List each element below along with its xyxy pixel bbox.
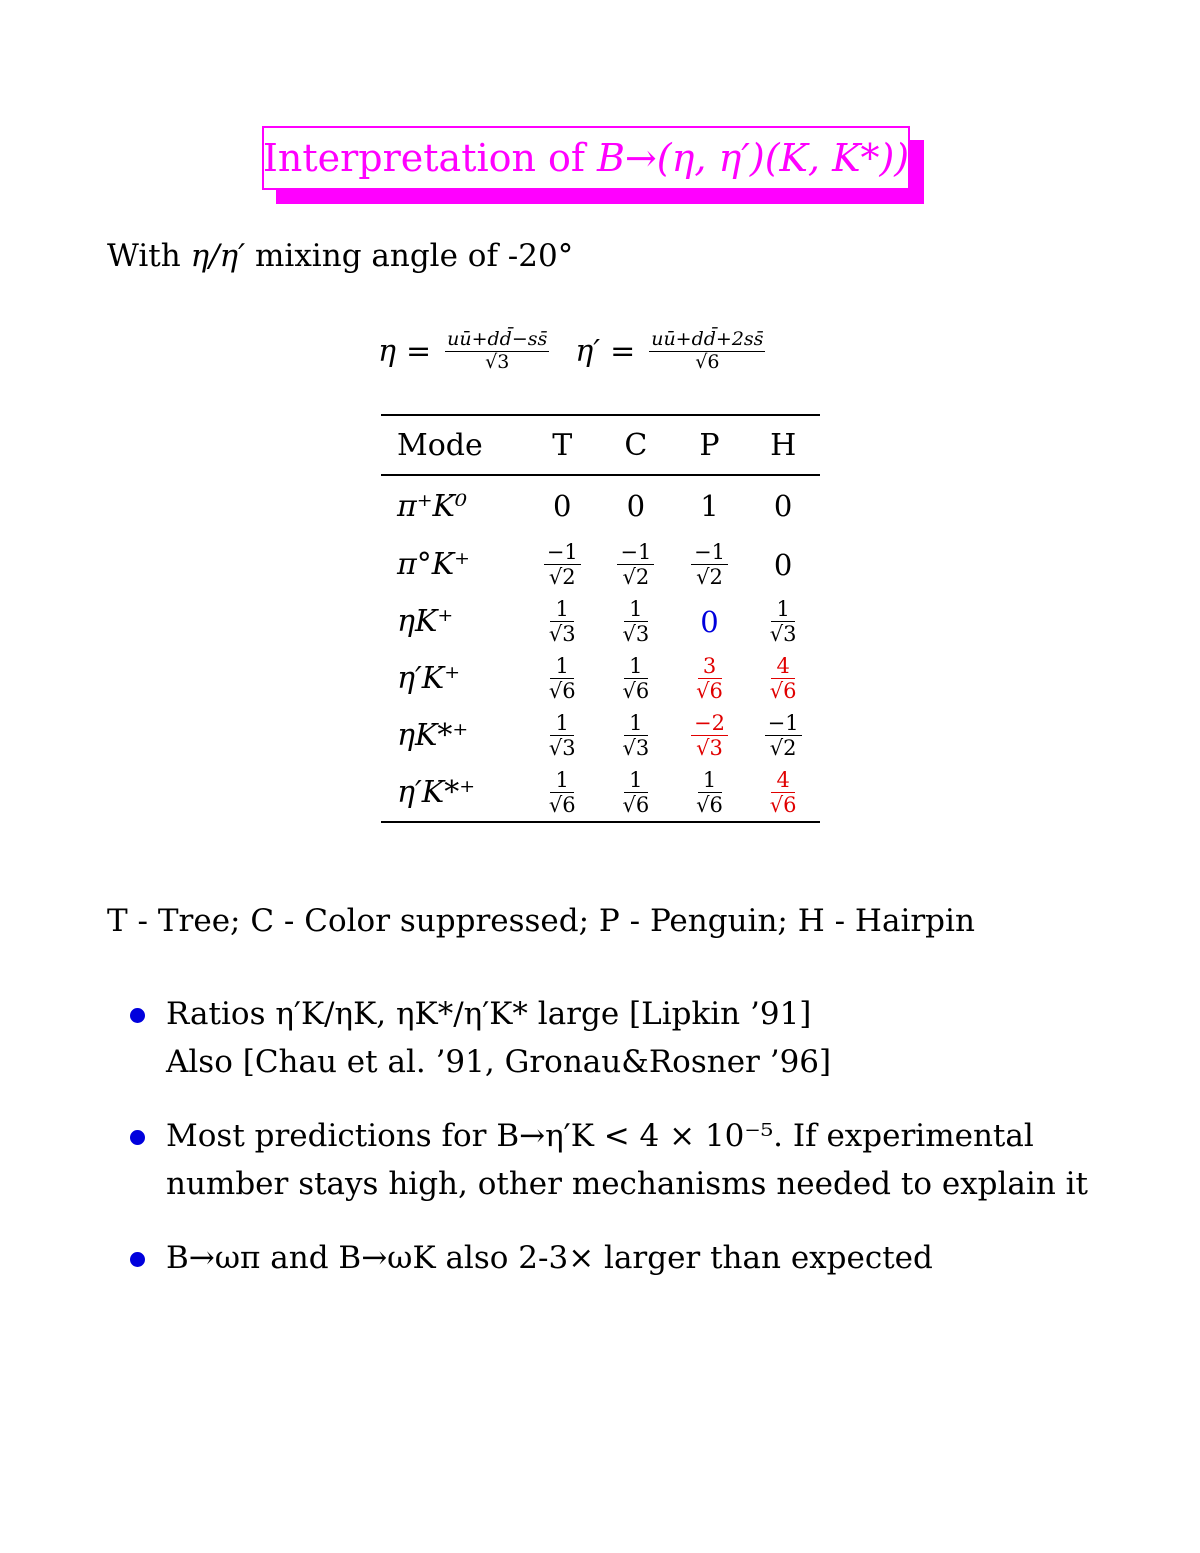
fraction-denominator: √2 [548,565,576,589]
fraction-numerator: −1 [765,712,802,736]
fraction-denominator: √6 [548,679,576,703]
value-cell [746,655,820,702]
bullet-item [130,990,831,1086]
fraction-denominator: √3 [548,622,576,646]
fraction-denominator: √6 [548,793,576,817]
title-text: Interpretation of [262,136,585,180]
mixing-math: η/η′ [190,238,246,274]
cell-fraction [696,769,723,816]
fraction-denominator: √3 [548,736,576,760]
value-cell [746,548,820,582]
cell-fraction [691,541,728,588]
eta-prime-fraction [649,330,765,373]
eta-prime-lhs: η′ [575,333,601,369]
table-header-row [381,416,820,474]
value-cell [599,655,673,702]
cell-fraction [549,598,576,645]
value-cell [673,489,747,523]
mode-cell: η′K⁺ [397,661,461,696]
fraction-denominator: √3 [622,622,650,646]
table-body [381,476,820,821]
bullet-dot-icon [130,1130,145,1145]
value-cell [599,541,673,588]
mode-cell: π⁺K⁰ [397,488,467,524]
value-cell [746,712,820,759]
fraction-numerator: 1 [550,712,574,736]
fraction-denominator: √2 [696,565,723,589]
value-cell [599,712,673,759]
mode-cell: ηK⁺ [397,604,454,639]
header-c: C [624,427,648,463]
eta-denominator: √3 [485,350,510,373]
fraction-denominator: √6 [769,679,797,703]
mixing-prefix: With [107,238,181,274]
value-cell [746,769,820,816]
eta-numerator: uū+dd̄−ss̄ [447,328,548,350]
header-t: T [552,427,573,463]
cell-fraction [770,769,797,816]
value-cell [746,598,820,645]
cell-value: 0 [773,489,793,523]
cell-fraction [691,712,728,759]
table-bottom-rule [381,821,820,823]
table-row [381,650,820,707]
fraction-numerator: 4 [771,769,795,793]
fraction-numerator: 1 [624,769,648,793]
eta-prime-denominator: √6 [695,350,720,373]
bullet-item [130,1112,1088,1208]
value-cell [525,541,599,588]
fraction-numerator: 1 [698,769,722,793]
fraction-numerator: 1 [624,598,648,622]
fraction-numerator: 1 [550,769,574,793]
value-cell [673,712,747,759]
cell-fraction [622,598,649,645]
bullet-line: B→ωπ and B→ωK also 2-3× larger than expected [166,1240,933,1276]
cell-value: 1 [700,489,719,523]
value-cell [525,598,599,645]
cell-fraction [622,712,649,759]
value-cell [599,489,673,523]
mode-cell: ηK*⁺ [397,718,469,753]
cell-value: 0 [773,547,793,582]
cell-fraction [617,541,654,588]
fraction-denominator: √3 [769,622,797,646]
bullet-dot-icon [130,1252,145,1267]
fraction-numerator: −1 [691,541,728,565]
bullet-item [130,1234,933,1282]
table-row [381,707,820,764]
header-h: H [770,427,797,463]
eta-fraction [445,330,549,373]
table-row [381,536,820,593]
cell-fraction [549,769,576,816]
cell-fraction [765,712,802,759]
bullet-dot-icon [130,1008,145,1023]
fraction-numerator: 1 [550,598,574,622]
value-cell [599,598,673,645]
eta-formulas: η = $\frac{uū+dd̄-ss̄}{√3}$ η′ = $\frac{uū+dd̄+2ss̄}{√6}$ [378,328,764,373]
fraction-numerator: 1 [624,712,648,736]
bullet-line: Ratios η′K/ηK, ηK*/η′K* large [Lipkin ’91] [166,996,812,1032]
bullet-line: Most predictions for B→η′K < 4 × 10⁻⁵. If experimental [166,1118,1034,1154]
fraction-numerator: 3 [698,655,722,679]
fraction-denominator: √6 [696,679,723,703]
cell-value: 0 [626,489,646,523]
fraction-numerator: 1 [771,598,795,622]
fraction-numerator: 4 [771,655,795,679]
fraction-denominator: √3 [696,736,723,760]
fraction-denominator: √2 [769,736,797,760]
value-cell [673,769,747,816]
table-row [381,764,820,821]
slide-title [262,126,910,190]
value-cell [525,769,599,816]
value-cell [673,655,747,702]
table-row [381,476,820,536]
cell-fraction [622,769,649,816]
mixing-suffix: mixing angle of -20° [255,238,574,274]
value-cell [746,489,820,523]
title-math: B→(η, η′)(K, K*)) [596,136,910,180]
fraction-denominator: √6 [696,793,723,817]
cell-fraction [770,598,797,645]
header-p: P [699,427,720,463]
bullet-line: number stays high, other mechanisms needed to explain it [166,1166,1089,1202]
value-cell [525,489,599,523]
fraction-denominator: √3 [622,736,650,760]
header-mode: Mode [397,427,483,463]
fraction-denominator: √2 [622,565,650,589]
table-row [381,593,820,650]
fraction-numerator: −1 [544,541,581,565]
value-cell [525,712,599,759]
value-cell [599,769,673,816]
value-cell [673,605,747,639]
fraction-numerator: 1 [624,655,648,679]
fraction-denominator: √6 [622,793,650,817]
cell-value: 0 [700,604,719,639]
mode-cell: π°K⁺ [397,547,470,582]
cell-fraction [622,655,649,702]
bullet-line: Also [Chau et al. ’91, Gronau&Rosner ’96] [166,1044,832,1080]
mixing-angle-line [107,238,573,274]
amplitude-table [381,414,820,823]
cell-fraction [544,541,581,588]
cell-fraction [770,655,797,702]
eta-lhs: η [378,333,396,369]
cell-fraction [549,655,576,702]
eta-prime-numerator: uū+dd̄+2ss̄ [651,328,764,350]
legend-text: T - Tree; C - Color suppressed; P - Penguin; H - Hairpin [107,903,975,939]
cell-fraction [696,655,723,702]
fraction-numerator: −1 [617,541,654,565]
fraction-numerator: 1 [550,655,574,679]
value-cell [673,541,747,588]
cell-value: 0 [553,489,572,523]
fraction-denominator: √6 [622,679,650,703]
fraction-denominator: √6 [769,793,797,817]
fraction-numerator: −2 [691,712,728,736]
value-cell [525,655,599,702]
cell-fraction [549,712,576,759]
mode-cell: η′K*⁺ [397,775,476,810]
